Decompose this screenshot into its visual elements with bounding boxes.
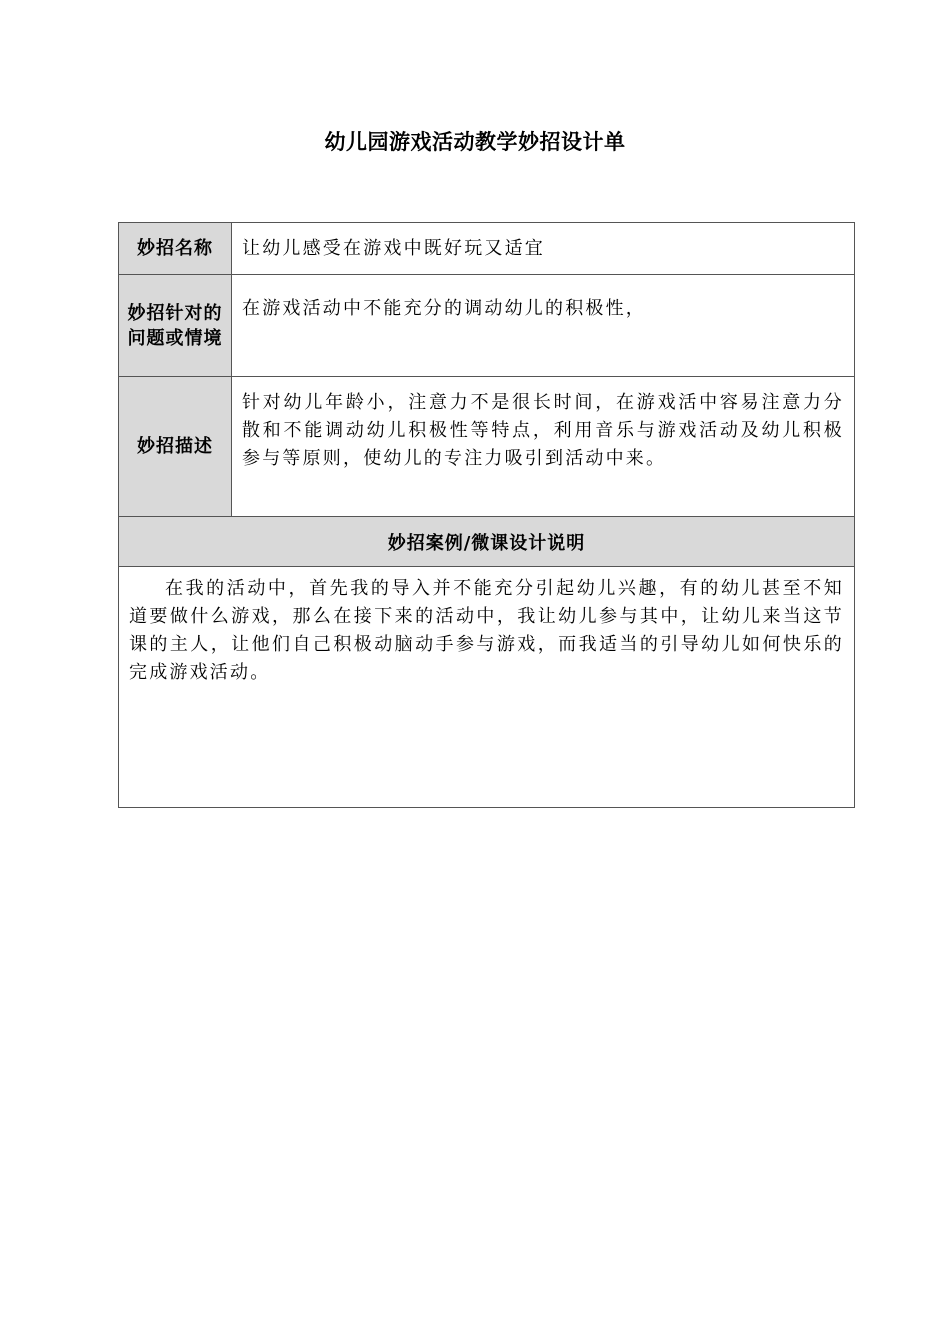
label-target-problem-text: 妙招针对的问题或情境 [127, 302, 223, 349]
value-trick-name: 让幼儿感受在游戏中既好玩又适宜 [232, 223, 855, 275]
label-trick-description: 妙招描述 [119, 377, 232, 517]
label-trick-name: 妙招名称 [119, 223, 232, 275]
label-target-problem [119, 275, 232, 377]
section-header: 妙招案例/微课设计说明 [119, 517, 855, 567]
design-sheet-table [118, 222, 855, 808]
table-row [119, 223, 855, 275]
value-trick-description: 针对幼儿年龄小，注意力不是很长时间，在游戏活中容易注意力分散和不能调动幼儿积极性等特点，利用音乐与游戏活动及幼儿积极参与等原则，使幼儿的专注力吸引到活动中来。 [232, 377, 855, 517]
value-target-problem: 在游戏活动中不能充分的调动幼儿的积极性， [232, 275, 855, 377]
section-body: 在我的活动中，首先我的导入并不能充分引起幼儿兴趣，有的幼儿甚至不知道要做什么游戏，那么在接下来的活动中，我让幼儿参与其中，让幼儿来当这节课的主人，让他们自己积极动脑动手参与游戏，而我适当的引导幼儿如何快乐的完成游戏活动。 [119, 567, 855, 808]
table-row [119, 275, 855, 377]
page-title: 幼儿园游戏活动教学妙招设计单 [324, 130, 626, 154]
table-row [119, 567, 855, 808]
table-row [119, 517, 855, 567]
table-row [119, 377, 855, 517]
